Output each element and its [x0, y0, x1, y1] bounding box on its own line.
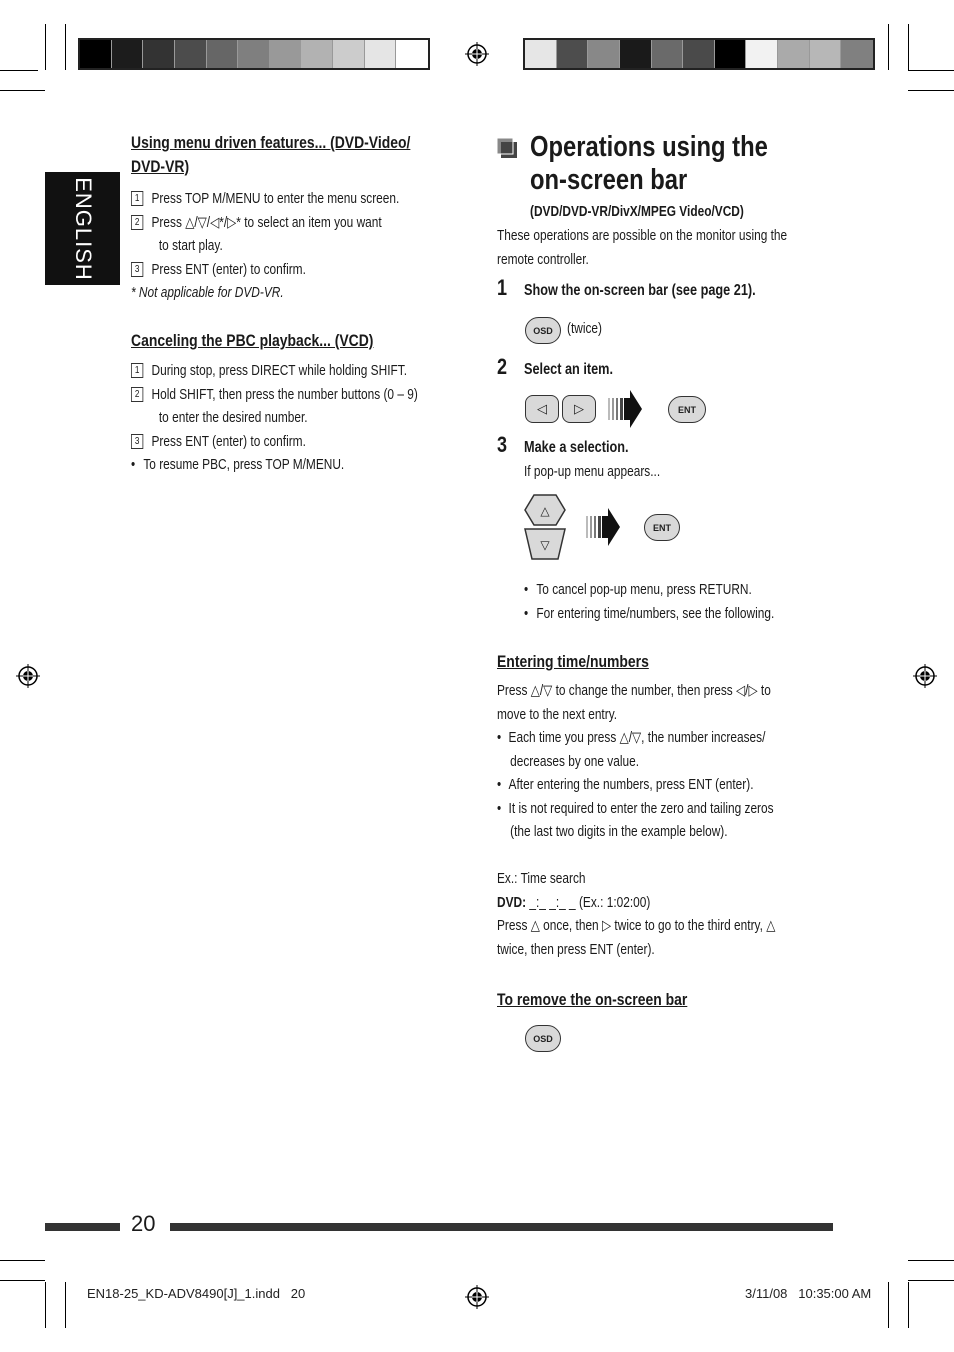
crop-mark — [65, 1282, 66, 1328]
color-swatch — [557, 40, 589, 68]
step-number: 2 — [131, 387, 143, 402]
crop-mark — [0, 70, 38, 71]
registration-mark-icon — [465, 1285, 489, 1309]
bullet-item: • To cancel pop-up menu, press RETURN. — [524, 582, 752, 598]
left-button-icon: ◁ — [525, 395, 559, 423]
subtitle: (DVD/DVD-VR/DivX/MPEG Video/VCD) — [530, 204, 744, 220]
step-2-label: Select an item. — [524, 361, 614, 378]
list-item-continued: decreases by one value. — [510, 753, 640, 770]
footer-date: 3/11/08 10:35:00 AM — [745, 1286, 872, 1301]
list-item: 3 Press ENT (enter) to confirm. — [131, 431, 418, 455]
step-number: 3 — [131, 262, 143, 277]
step-number: 1 — [131, 363, 143, 378]
osd-button-icon: OSD — [525, 1025, 561, 1052]
up-button-icon — [524, 494, 566, 526]
section-square-icon — [497, 138, 517, 158]
crop-mark — [0, 1280, 45, 1281]
color-swatch — [238, 40, 270, 68]
crop-mark — [888, 24, 889, 70]
color-swatch — [301, 40, 333, 68]
intro-text: These operations are possible on the monitor using the remote controller. — [497, 228, 788, 268]
menu-steps — [131, 188, 399, 306]
crop-mark — [908, 1260, 954, 1261]
step-1-label: Show the on-screen bar (see page 21). — [524, 282, 756, 299]
pbc-steps — [131, 360, 418, 478]
crop-mark — [908, 70, 954, 71]
osd-button-icon: OSD — [525, 317, 561, 344]
color-swatch — [715, 40, 747, 68]
entering-heading: Entering time/numbers — [497, 652, 649, 671]
list-item: 2 Hold SHIFT, then press the number buttons (0 – 9) — [131, 384, 418, 408]
dvd-example: DVD: _:_ _:_ _ (Ex.: 1:02:00) — [497, 894, 651, 911]
page-title: Operations using the on-screen bar — [530, 131, 768, 196]
ent-button-icon: ENT — [644, 514, 680, 541]
color-swatch — [525, 40, 557, 68]
svg-text:▽: ▽ — [540, 538, 550, 552]
twice-label: (twice) — [567, 321, 603, 337]
step-number: 3 — [131, 434, 143, 449]
step-3-subtext: If pop-up menu appears... — [524, 464, 661, 480]
color-swatch — [620, 40, 652, 68]
crop-mark — [908, 1282, 909, 1328]
crop-mark — [45, 1282, 46, 1328]
registration-mark-icon — [913, 664, 937, 688]
color-swatch — [652, 40, 684, 68]
bullet-item: • After entering the numbers, press ENT (enter). — [497, 777, 754, 793]
crop-mark — [908, 1280, 954, 1281]
page-rule-left — [45, 1223, 120, 1231]
svg-text:△: △ — [540, 504, 550, 518]
color-swatch — [80, 40, 112, 68]
step-1-number: 1 — [497, 275, 508, 300]
color-swatch — [778, 40, 810, 68]
page-number: 20 — [131, 1211, 156, 1236]
arrow-right-icon — [586, 508, 620, 546]
color-swatch — [683, 40, 715, 68]
footer-file: EN18-25_KD-ADV8490[J]_1.indd 20 — [87, 1286, 306, 1301]
entering-text: Press △/▽ to change the number, then press ◁/▷ to move to the next entry. • Each time you press △/▽, the number increases/ decreases by one value. • After entering the numbers, press ENT (enter). • It is not required to enter the zero and tailing zeros (the last two digits in the example below). Ex.: Time search DVD: _:_ _:_ _ (Ex.: 1:02:00) Press △ once, then ▷ twice to go to the third entry, △ twice, then press ENT (enter). — [497, 683, 776, 958]
step-number: 1 — [131, 191, 143, 206]
crop-mark — [45, 24, 46, 70]
footnote: * Not applicable for DVD-VR. — [131, 285, 284, 301]
menu-heading: Using menu driven features... (DVD-Video/ DVD-VR) — [131, 133, 411, 176]
color-swatch — [588, 40, 620, 68]
bullet-item: • It is not required to enter the zero and tailing zeros — [497, 800, 774, 817]
list-item: 1 Press TOP M/MENU to enter the menu screen. — [131, 188, 399, 212]
list-item: 3 Press ENT (enter) to confirm. — [131, 259, 399, 283]
right-button-icon: ▷ — [562, 395, 596, 423]
color-swatch — [112, 40, 144, 68]
registration-mark-icon — [465, 42, 489, 66]
list-item-continued: (the last two digits in the example below). — [510, 824, 728, 840]
color-swatch — [746, 40, 778, 68]
color-calibration-bar-right — [523, 38, 875, 70]
color-swatch — [143, 40, 175, 68]
step-2-number: 2 — [497, 354, 508, 379]
page-rule-right — [170, 1223, 833, 1231]
remove-heading: To remove the on-screen bar — [497, 990, 688, 1009]
color-swatch — [207, 40, 239, 68]
language-tab — [45, 172, 120, 285]
down-button-icon — [524, 528, 566, 560]
crop-mark — [908, 24, 909, 70]
color-swatch — [175, 40, 207, 68]
color-swatch — [365, 40, 397, 68]
list-item: 1 During stop, press DIRECT while holding SHIFT. — [131, 360, 418, 384]
color-swatch — [810, 40, 842, 68]
bullet-item: • To resume PBC, press TOP M/MENU. — [131, 457, 345, 473]
language-label: ENGLISH — [70, 176, 96, 281]
list-item-continued: to enter the desired number. — [158, 410, 308, 426]
step-number: 2 — [131, 215, 143, 230]
step-3-label: Make a selection. — [524, 439, 629, 456]
crop-mark — [0, 1260, 45, 1261]
color-swatch — [270, 40, 302, 68]
color-swatch — [841, 40, 873, 68]
registration-mark-icon — [16, 664, 40, 688]
bullet-item: • For entering time/numbers, see the following. — [524, 605, 775, 622]
bullet-item: • Each time you press △/▽, the number increases/ — [497, 730, 766, 746]
list-item-continued: to start play. — [158, 238, 223, 254]
color-swatch — [333, 40, 365, 68]
pbc-heading: Canceling the PBC playback... (VCD) — [131, 331, 374, 350]
crop-mark — [908, 90, 954, 91]
arrow-right-icon — [608, 390, 642, 428]
crop-mark — [0, 90, 45, 91]
color-swatch — [396, 40, 428, 68]
step-3-number: 3 — [497, 432, 508, 457]
crop-mark — [65, 24, 66, 70]
crop-mark — [888, 1282, 889, 1328]
popup-bullets — [524, 579, 774, 626]
color-calibration-bar-left — [78, 38, 430, 70]
list-item: 2 Press △/▽/◁*/▷* to select an item you want — [131, 212, 399, 236]
example-label: Ex.: Time search — [497, 871, 586, 887]
ent-button-icon: ENT — [668, 396, 706, 423]
